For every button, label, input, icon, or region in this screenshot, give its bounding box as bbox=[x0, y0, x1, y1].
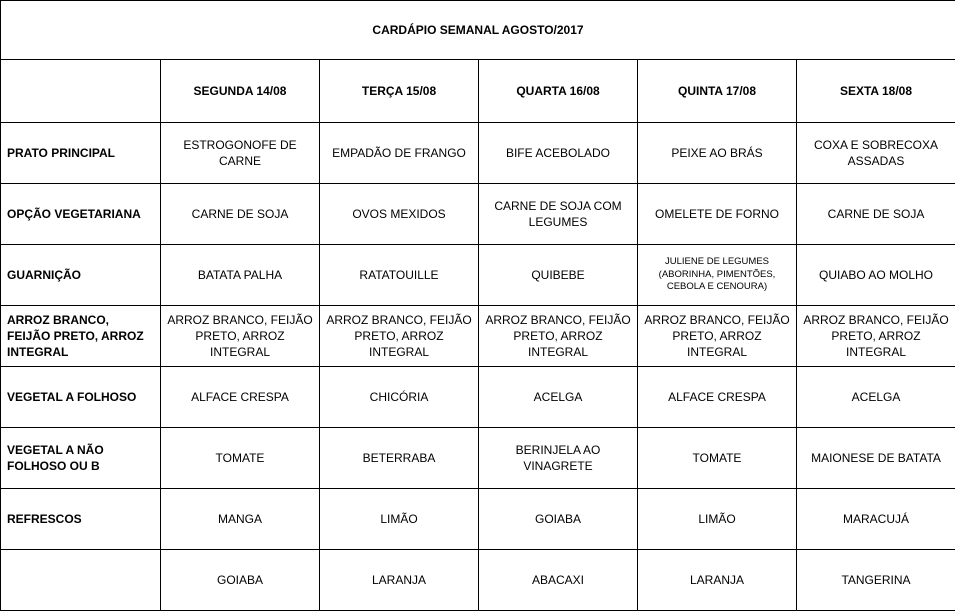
menu-cell: ABACAXI bbox=[479, 550, 638, 611]
menu-cell: MANGA bbox=[161, 489, 320, 550]
menu-cell: ARROZ BRANCO, FEIJÃO PRETO, ARROZ INTEGRAL bbox=[320, 306, 479, 367]
menu-cell: RATATOUILLE bbox=[320, 245, 479, 306]
column-header-quinta: QUINTA 17/08 bbox=[638, 60, 797, 123]
menu-cell: ALFACE CRESPA bbox=[638, 367, 797, 428]
column-header-quarta: QUARTA 16/08 bbox=[479, 60, 638, 123]
table-row-refrescos-1 bbox=[1, 489, 955, 550]
menu-cell: JULIENE DE LEGUMES (ABORINHA, PIMENTÕES, CEBOLA E CENOURA) bbox=[638, 245, 797, 306]
menu-cell: ESTROGONOFE DE CARNE bbox=[161, 123, 320, 184]
menu-cell: LIMÃO bbox=[638, 489, 797, 550]
row-label: GUARNIÇÃO bbox=[1, 245, 161, 306]
menu-cell: MAIONESE DE BATATA bbox=[797, 428, 955, 489]
row-label: ARROZ BRANCO, FEIJÃO PRETO, ARROZ INTEGRAL bbox=[1, 306, 161, 367]
menu-cell: CHICÓRIA bbox=[320, 367, 479, 428]
row-label: REFRESCOS bbox=[1, 489, 161, 550]
row-label: OPÇÃO VEGETARIANA bbox=[1, 184, 161, 245]
menu-cell: QUIABO AO MOLHO bbox=[797, 245, 955, 306]
menu-cell: TOMATE bbox=[638, 428, 797, 489]
menu-cell: CARNE DE SOJA bbox=[797, 184, 955, 245]
menu-cell: COXA E SOBRECOXA ASSADAS bbox=[797, 123, 955, 184]
menu-cell: ALFACE CRESPA bbox=[161, 367, 320, 428]
row-label: PRATO PRINCIPAL bbox=[1, 123, 161, 184]
menu-cell: GOIABA bbox=[161, 550, 320, 611]
menu-cell: LARANJA bbox=[320, 550, 479, 611]
menu-cell: ARROZ BRANCO, FEIJÃO PRETO, ARROZ INTEGRAL bbox=[479, 306, 638, 367]
row-label: VEGETAL A NÃO FOLHOSO OU B bbox=[1, 428, 161, 489]
header-row bbox=[1, 60, 955, 123]
menu-cell: OMELETE DE FORNO bbox=[638, 184, 797, 245]
menu-cell: ARROZ BRANCO, FEIJÃO PRETO, ARROZ INTEGRAL bbox=[797, 306, 955, 367]
table-row-vegetal-nao-folhoso bbox=[1, 428, 955, 489]
menu-cell: ARROZ BRANCO, FEIJÃO PRETO, ARROZ INTEGRAL bbox=[161, 306, 320, 367]
table-row-refrescos-2 bbox=[1, 550, 955, 611]
table-row-guarnicao bbox=[1, 245, 955, 306]
title-row bbox=[1, 1, 955, 60]
table-row-prato-principal bbox=[1, 123, 955, 184]
table-row-arroz-feijao bbox=[1, 306, 955, 367]
menu-cell: ACELGA bbox=[479, 367, 638, 428]
menu-cell: TANGERINA bbox=[797, 550, 955, 611]
menu-cell: CARNE DE SOJA bbox=[161, 184, 320, 245]
menu-cell: LIMÃO bbox=[320, 489, 479, 550]
table-row-opcao-vegetariana bbox=[1, 184, 955, 245]
menu-cell: LARANJA bbox=[638, 550, 797, 611]
table-row-vegetal-folhoso bbox=[1, 367, 955, 428]
menu-cell: BIFE ACEBOLADO bbox=[479, 123, 638, 184]
menu-cell: QUIBEBE bbox=[479, 245, 638, 306]
menu-cell: PEIXE AO BRÁS bbox=[638, 123, 797, 184]
menu-cell: EMPADÃO DE FRANGO bbox=[320, 123, 479, 184]
column-header-sexta: SEXTA 18/08 bbox=[797, 60, 955, 123]
row-label: VEGETAL A FOLHOSO bbox=[1, 367, 161, 428]
menu-cell: BERINJELA AO VINAGRETE bbox=[479, 428, 638, 489]
page-title: CARDÁPIO SEMANAL AGOSTO/2017 bbox=[1, 1, 955, 60]
menu-cell: ARROZ BRANCO, FEIJÃO PRETO, ARROZ INTEGRAL bbox=[638, 306, 797, 367]
corner-cell bbox=[1, 60, 161, 123]
menu-cell: BETERRABA bbox=[320, 428, 479, 489]
menu-cell: ACELGA bbox=[797, 367, 955, 428]
menu-cell: TOMATE bbox=[161, 428, 320, 489]
menu-cell: GOIABA bbox=[479, 489, 638, 550]
row-label bbox=[1, 550, 161, 611]
column-header-terca: TERÇA 15/08 bbox=[320, 60, 479, 123]
menu-cell: MARACUJÁ bbox=[797, 489, 955, 550]
menu-cell: OVOS MEXIDOS bbox=[320, 184, 479, 245]
menu-cell: CARNE DE SOJA COM LEGUMES bbox=[479, 184, 638, 245]
column-header-segunda: SEGUNDA 14/08 bbox=[161, 60, 320, 123]
menu-cell: BATATA PALHA bbox=[161, 245, 320, 306]
